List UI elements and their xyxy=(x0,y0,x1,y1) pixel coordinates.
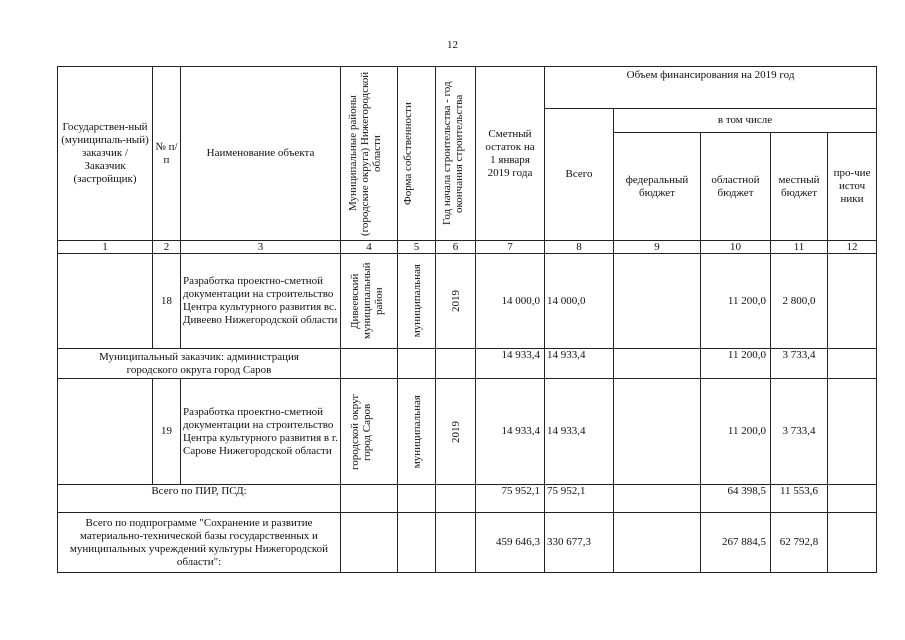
total-pir-total: 75 952,1 xyxy=(545,485,614,513)
header-years xyxy=(436,67,476,241)
row19-ownership-text: муниципальная xyxy=(410,394,423,469)
row19-local: 3 733,4 xyxy=(771,379,828,485)
row18-regional: 11 200,0 xyxy=(701,254,771,349)
financing-table xyxy=(57,66,877,573)
row19-name: Разработка проектно-сметной документации на строительство Центра культурного развития в г. Сарове Нижегородской области xyxy=(181,379,341,485)
col-num-12: 12 xyxy=(828,241,877,254)
total-subprogram-label: Всего по подпрограмме "Сохранение и развитие материально-технической базы государственных и муниципальных учреждений культуры Нижегородской области": xyxy=(58,513,341,573)
row18-estimate: 14 000,0 xyxy=(476,254,545,349)
header-customer: Государствен-ный (муниципаль-ный) заказчик / Заказчик (застройщик) xyxy=(58,67,153,241)
row18-ownership-text: муниципальная xyxy=(410,264,423,338)
col-num-10: 10 xyxy=(701,241,771,254)
col-num-8: 8 xyxy=(545,241,614,254)
total-subprogram-other xyxy=(828,513,877,573)
total-subprogram-federal xyxy=(614,513,701,573)
header-federal: федеральный бюджет xyxy=(614,133,701,241)
header-ownership-text: Форма собственности xyxy=(401,102,414,205)
row19-ownership xyxy=(398,379,436,485)
row19-federal xyxy=(614,379,701,485)
sarov-customer-year xyxy=(436,349,476,379)
row19-district-text: городской округ город Саров xyxy=(349,393,373,470)
table-row xyxy=(58,349,877,379)
col-num-4: 4 xyxy=(341,241,398,254)
col-num-9: 9 xyxy=(614,241,701,254)
row19-estimate: 14 933,4 xyxy=(476,379,545,485)
row18-ownership xyxy=(398,254,436,349)
sarov-customer-total: 14 933,4 xyxy=(545,349,614,379)
sarov-customer-label: Муниципальный заказчик: администрация городского округа город Саров xyxy=(58,349,341,379)
sarov-customer-regional: 11 200,0 xyxy=(701,349,771,379)
row18-year xyxy=(436,254,476,349)
header-districts-text: Муниципальные районы (городские округа) Нижегородской области xyxy=(346,71,383,236)
total-pir-local: 11 553,6 xyxy=(771,485,828,513)
page-number: 12 xyxy=(447,39,458,51)
sarov-customer-federal xyxy=(614,349,701,379)
total-subprogram-ownership xyxy=(398,513,436,573)
row18-year-text: 2019 xyxy=(449,290,462,312)
col-num-5: 5 xyxy=(398,241,436,254)
header-districts xyxy=(341,67,398,241)
header-estimate: Сметный остаток на 1 января 2019 года xyxy=(476,67,545,241)
total-pir-federal xyxy=(614,485,701,513)
row19-year-text: 2019 xyxy=(449,420,462,443)
total-pir-other xyxy=(828,485,877,513)
total-pir-label: Всего по ПИР, ПСД: xyxy=(58,485,341,513)
table-row xyxy=(58,379,877,485)
header-total: Всего xyxy=(545,109,614,241)
header-num: № п/п xyxy=(153,67,181,241)
col-num-11: 11 xyxy=(771,241,828,254)
sarov-customer-local: 3 733,4 xyxy=(771,349,828,379)
col-num-2: 2 xyxy=(153,241,181,254)
col-num-6: 6 xyxy=(436,241,476,254)
total-subprogram-district xyxy=(341,513,398,573)
row18-customer xyxy=(58,254,153,349)
row19-year xyxy=(436,379,476,485)
total-pir-estimate: 75 952,1 xyxy=(476,485,545,513)
header-financing: Объем финансирования на 2019 год xyxy=(545,67,877,109)
header-local: местный бюджет xyxy=(771,133,828,241)
sarov-customer-estimate: 14 933,4 xyxy=(476,349,545,379)
header-including: в том числе xyxy=(614,109,877,133)
total-pir-district xyxy=(341,485,398,513)
row18-district xyxy=(341,254,398,349)
row19-customer xyxy=(58,379,153,485)
row18-district-text: Дивеевский муниципальный район xyxy=(349,262,385,340)
col-num-7: 7 xyxy=(476,241,545,254)
row18-total: 14 000,0 xyxy=(545,254,614,349)
table-row xyxy=(58,254,877,349)
header-regional: областной бюджет xyxy=(701,133,771,241)
row18-num: 18 xyxy=(153,254,181,349)
total-pir-year xyxy=(436,485,476,513)
header-ownership xyxy=(398,67,436,241)
col-num-1: 1 xyxy=(58,241,153,254)
total-subprogram-total: 330 677,3 xyxy=(545,513,614,573)
row18-federal xyxy=(614,254,701,349)
row19-num: 19 xyxy=(153,379,181,485)
table-row xyxy=(58,513,877,573)
row18-name: Разработка проектно-сметной документации на строительство Центра культурного развития вс. Дивеево Нижегородской области xyxy=(181,254,341,349)
total-subprogram-regional: 267 884,5 xyxy=(701,513,771,573)
total-subprogram-year xyxy=(436,513,476,573)
row19-other xyxy=(828,379,877,485)
header-object-name: Наименование объекта xyxy=(181,67,341,241)
sarov-customer-district xyxy=(341,349,398,379)
row18-other xyxy=(828,254,877,349)
row18-local: 2 800,0 xyxy=(771,254,828,349)
header-years-text: Год начала строительства - год окончания строительства xyxy=(440,81,465,226)
total-pir-ownership xyxy=(398,485,436,513)
total-subprogram-local: 62 792,8 xyxy=(771,513,828,573)
header-other: про-чие источ ники xyxy=(828,133,877,241)
row19-regional: 11 200,0 xyxy=(701,379,771,485)
row19-district xyxy=(341,379,398,485)
col-num-3: 3 xyxy=(181,241,341,254)
row19-total: 14 933,4 xyxy=(545,379,614,485)
sarov-customer-ownership xyxy=(398,349,436,379)
sarov-customer-other xyxy=(828,349,877,379)
total-pir-regional: 64 398,5 xyxy=(701,485,771,513)
total-subprogram-estimate: 459 646,3 xyxy=(476,513,545,573)
table-row xyxy=(58,485,877,513)
column-numbers-row xyxy=(58,241,877,254)
